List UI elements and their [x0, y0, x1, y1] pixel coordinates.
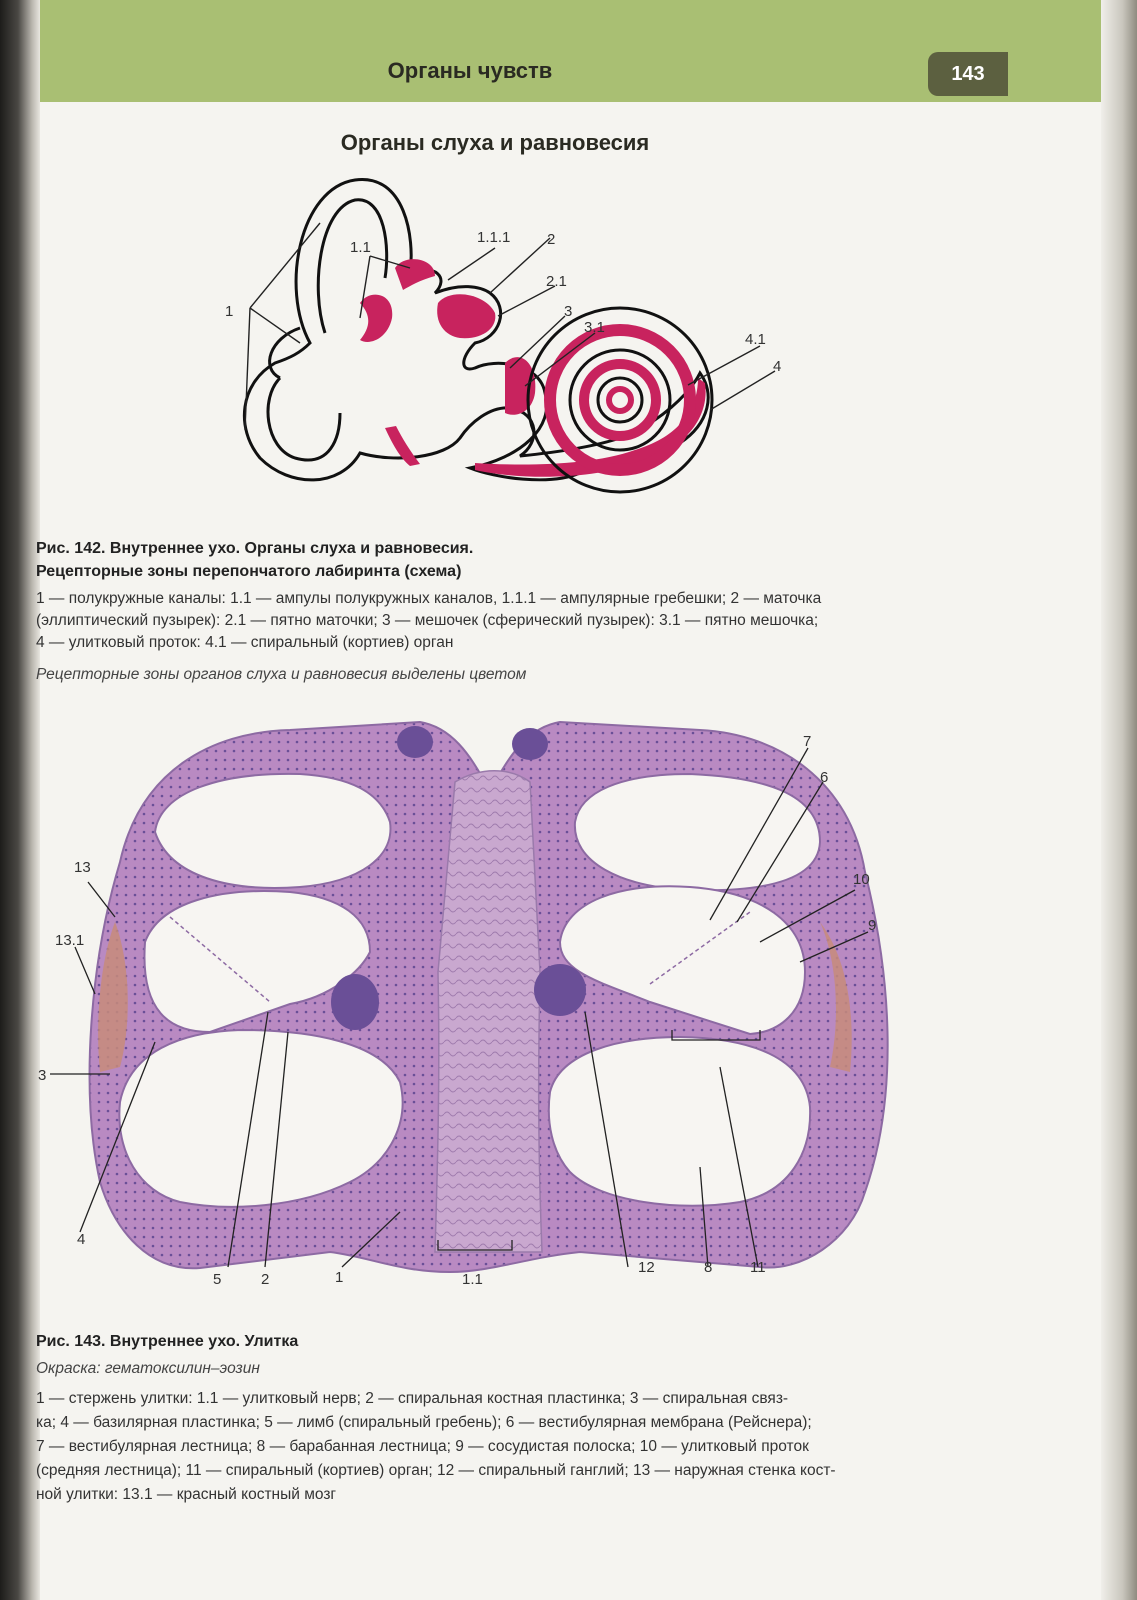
fig143-label-7: 7 [803, 733, 812, 750]
fig143-label-3: 3 [38, 1067, 47, 1084]
spiral-ganglion-left [331, 974, 379, 1030]
cochlear-modiolus [435, 771, 542, 1252]
ampulla-crest-1 [395, 259, 435, 290]
fig143-label-10: 10 [853, 871, 870, 888]
figure-142-diagram [220, 168, 800, 528]
fig143-label-1: 1 [335, 1269, 344, 1286]
semicircular-canal-lateral [268, 378, 340, 460]
page-heading: Органы слуха и равновесия [340, 130, 650, 155]
page-number: 143 [928, 52, 1008, 96]
fig143-label-2: 2 [261, 1271, 270, 1288]
utricle-macula [437, 294, 495, 338]
figure-143-legend-line-5: ной улитки: 13.1 — красный костный мозг [36, 1486, 337, 1503]
cochlea-spiral [528, 308, 712, 492]
figure-143-legend-line-1: 1 — стержень улитки: 1.1 — улитковый нерв; 2 — спиральная костная пластинка; 3 — спиральная связ- [36, 1390, 789, 1407]
fig142-label-2-1: 2.1 [546, 273, 567, 290]
figure-142-caption-title-2: Рецепторные зоны перепончатого лабиринта (схема) [36, 563, 462, 580]
figure-142-legend-line-1: 1 — полукружные каналы: 1.1 — ампулы полукружных каналов, 1.1.1 — ампулярные гребешки; 2 — маточка [36, 590, 822, 607]
basal-receptor-zone [385, 426, 420, 466]
fig142-label-3-1: 3.1 [584, 319, 605, 336]
fig143-label-6: 6 [820, 769, 829, 786]
figure-142-legend-line-3: 4 — улитковый проток: 4.1 — спиральный (кортиев) орган [36, 634, 454, 651]
page-right-edge [1101, 0, 1137, 1600]
fig142-label-1: 1 [225, 303, 234, 320]
page-gutter-shadow [0, 0, 40, 1600]
fig143-label-8: 8 [704, 1259, 713, 1276]
ganglion-upper-right [512, 728, 548, 760]
fig142-label-4: 4 [773, 358, 782, 375]
spiral-ganglion-right [534, 964, 586, 1016]
fig143-label-12: 12 [638, 1259, 655, 1276]
fig143-label-9: 9 [868, 917, 877, 934]
lumen-upper-left [155, 774, 390, 888]
lumen-scala-tympani-right [549, 1037, 810, 1206]
figure-143-caption-title: Рис. 143. Внутреннее ухо. Улитка [36, 1333, 299, 1350]
fig143-label-13-1: 13.1 [55, 932, 85, 949]
ganglion-upper-left [397, 726, 433, 758]
saccule-macula [505, 357, 535, 415]
figure-143-legend-line-2: ка; 4 — базилярная пластинка; 5 — лимб (спиральный гребень); 6 — вестибулярная мембрана (Рейснера); [36, 1414, 812, 1431]
section-title: Органы чувств [387, 58, 553, 83]
fig143-label-4: 4 [77, 1231, 86, 1248]
fig143-label-13: 13 [74, 859, 91, 876]
fig142-label-1-1: 1.1 [350, 239, 371, 256]
fig142-label-3: 3 [564, 303, 573, 320]
figure-142-note: Рецепторные зоны органов слуха и равновесия выделены цветом [36, 666, 527, 683]
fig142-label-1-1-1: 1.1.1 [477, 229, 511, 246]
figure-143-legend-line-3: 7 — вестибулярная лестница; 8 — барабанная лестница; 9 — сосудистая полоска; 10 — улитковый проток [36, 1438, 809, 1455]
figure-143-legend-line-4: (средняя лестница); 11 — спиральный (кортиев) орган; 12 — спиральный ганглий; 13 — наружная стенка кост- [36, 1462, 836, 1479]
fig143-label-1-1: 1.1 [462, 1271, 483, 1288]
fig143-label-11: 11 [750, 1259, 766, 1276]
fig142-label-2: 2 [547, 231, 556, 248]
fig142-label-4-1: 4.1 [745, 331, 766, 348]
figure-143-stain: Окраска: гематоксилин–эозин [36, 1360, 260, 1377]
figure-142-caption-title-1: Рис. 142. Внутреннее ухо. Органы слуха и равновесия. [36, 540, 474, 557]
figure-142-legend-line-2: (эллиптический пузырек): 2.1 — пятно маточки; 3 — мешочек (сферический пузырек): 3.1 — пятно мешочка; [36, 612, 819, 629]
ampulla-crest-2 [360, 295, 392, 342]
figure-143-histology [38, 712, 960, 1318]
fig143-label-5: 5 [213, 1271, 222, 1288]
